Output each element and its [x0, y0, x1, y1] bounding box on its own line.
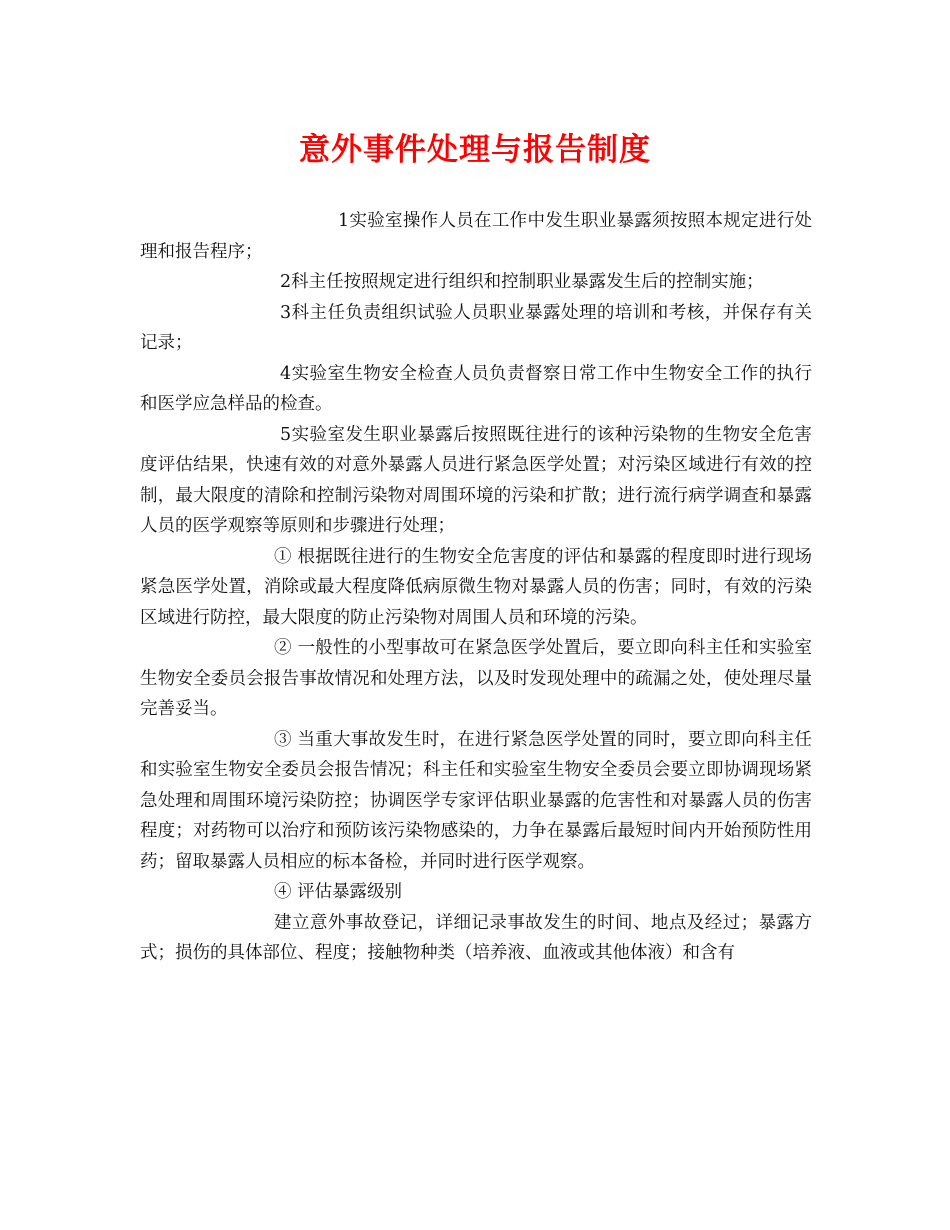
paragraph-8: ③ 当重大事故发生时，在进行紧急医学处置的同时，要立即向科主任和实验室生物安全委员会报告情况；科主任和实验室生物安全委员会要立即协调现场紧急处理和周围环境污染防控；协调医学专家评估职业暴露的危害性和对暴露人员的伤害程度；对药物可以治疗和预防该污染物感染的，力争在暴露后最短时间内开始预防性用药；留取暴露人员相应的标本备检，并同时进行医学观察。 [140, 729, 812, 872]
paragraph-10: 建立意外事故登记，详细记录事故发生的时间、地点及经过；暴露方式；损伤的具体部位、程度；接触物种类（培养液、血液或其他体液）和含有 [140, 912, 812, 963]
document-body [140, 206, 812, 969]
paragraph-2: 2科主任按照规定进行组织和控制职业暴露发生后的控制实施； [280, 272, 764, 292]
paragraph-4: 4实验室生物安全检查人员负责督察日常工作中生物安全工作的执行和医学应急样品的检查。 [140, 363, 812, 414]
paragraph-6: ① 根据既往进行的生物安全危害度的评估和暴露的程度即时进行现场紧急医学处置，消除或最大程度降低病原微生物对暴露人员的伤害；同时，有效的污染区域进行防控，最大限度的防止污染物对周围人员和环境的污染。 [140, 546, 812, 628]
paragraph-1: 1实验室操作人员在工作中发生职业暴露须按照本规定进行处理和报告程序； [140, 211, 812, 262]
paragraph-9: ④ 评估暴露级别 [274, 882, 403, 902]
paragraph-5: 5实验室发生职业暴露后按照既往进行的该种污染物的生物安全危害度评估结果，快速有效的对意外暴露人员进行紧急医学处置；对污染区域进行有效的控制，最大限度的清除和控制污染物对周围环境的污染和扩散；进行流行病学调查和暴露人员的医学观察等原则和步骤进行处理； [140, 424, 812, 536]
paragraph-7: ② 一般性的小型事故可在紧急医学处置后，要立即向科主任和实验室生物安全委员会报告事故情况和处理方法，以及时发现处理中的疏漏之处，使处理尽量完善妥当。 [140, 638, 812, 719]
document-title: 意外事件处理与报告制度 [299, 132, 651, 168]
paragraph-3: 3科主任负责组织试验人员职业暴露处理的培训和考核，并保存有关记录； [140, 302, 812, 353]
